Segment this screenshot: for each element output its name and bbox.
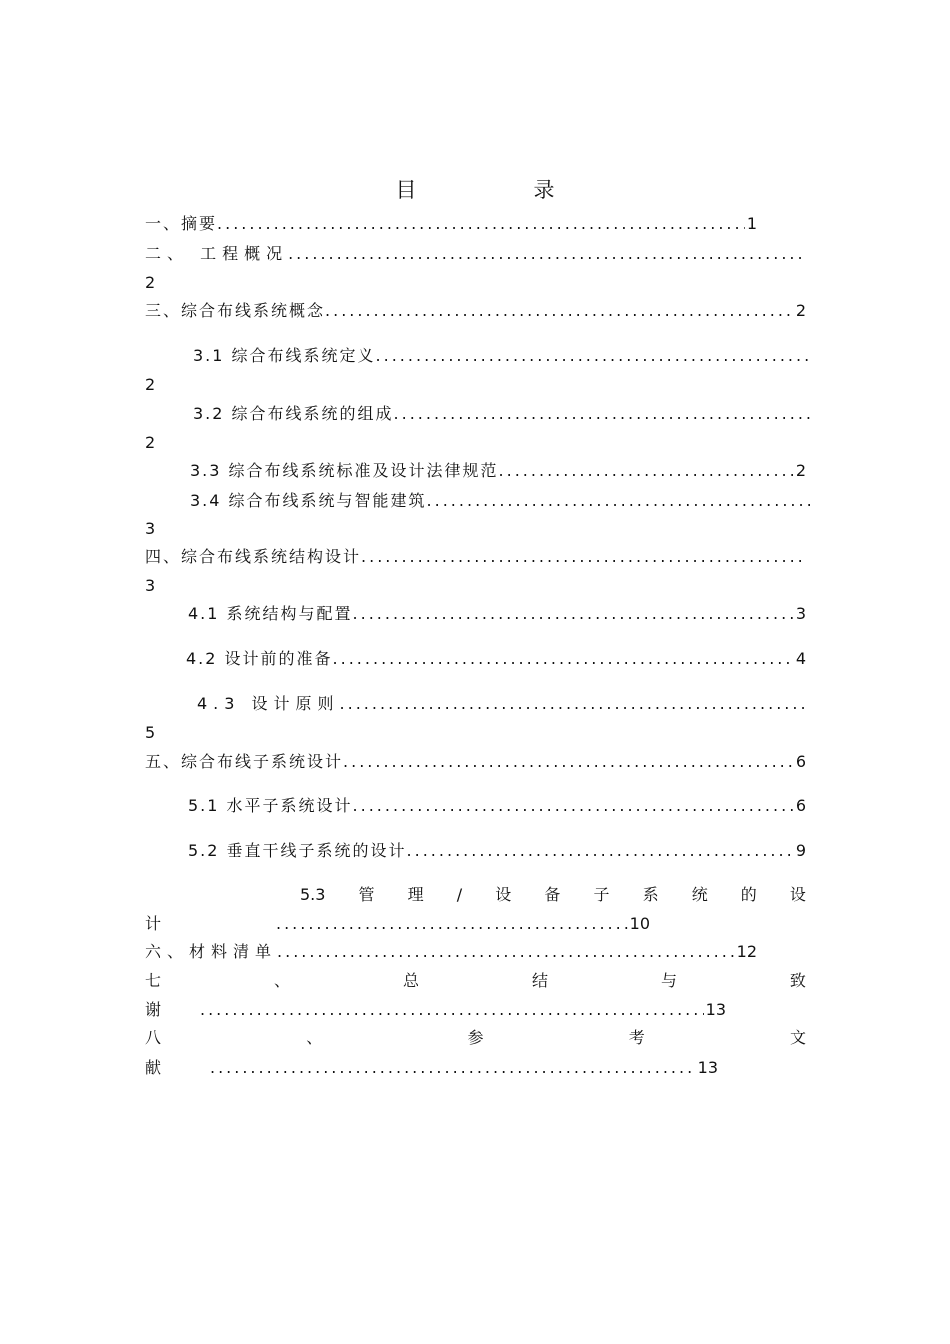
toc-entry-4-3[interactable] (197, 692, 806, 716)
toc-entry-overview[interactable] (145, 242, 806, 266)
toc-entry-label: 5.1 水平子系统设计 (188, 796, 353, 815)
toc-entry-label-part: 统 (691, 885, 708, 904)
dot-leader (343, 750, 794, 774)
toc-entry-label: 四、综合布线系统结构设计 (145, 547, 362, 566)
toc-entry-page: 5 (145, 723, 156, 742)
toc-entry-concept[interactable] (145, 299, 806, 323)
toc-entry-label-part: 管 (358, 885, 375, 904)
toc-entry-page: 6 (795, 796, 806, 815)
toc-entry-page: 3 (145, 576, 156, 595)
toc-entry-label: 3.1 综合布线系统定义 (193, 346, 376, 365)
toc-entry-label-part: 与 (660, 971, 677, 990)
dot-leader (200, 998, 704, 1022)
toc-entry-label: 3.4 综合布线系统与智能建筑 (190, 491, 427, 510)
toc-entry-label: 4.1 系统结构与配置 (188, 604, 353, 623)
toc-entry-subsystems[interactable] (145, 750, 806, 774)
toc-entry-label: 4.3 设计原则 (197, 694, 340, 713)
dot-leader (361, 545, 806, 569)
toc-entry-label: 5.2 垂直干线子系统的设计 (188, 841, 407, 860)
toc-entry-label-part: 的 (740, 885, 757, 904)
dot-leader (333, 647, 794, 671)
toc-entry-4-1[interactable] (188, 602, 806, 626)
toc-title: 目 录 (395, 178, 603, 202)
toc-entry-label: 五、综合布线子系统设计 (145, 752, 344, 771)
toc-entry-label-part: 5.3 (300, 885, 326, 904)
toc-entry-page: 3 (145, 519, 156, 538)
toc-entry-summary-leader (200, 998, 726, 1022)
toc-entry-label: 3.2 综合布线系统的组成 (193, 404, 394, 423)
dot-leader (407, 839, 794, 863)
toc-entry-label: 三、综合布线系统概念 (145, 301, 326, 320)
toc-entry-label-part: 参 (467, 1028, 484, 1047)
toc-entry-page: 6 (795, 752, 806, 771)
toc-entry-label-part: 致 (789, 971, 806, 990)
toc-entry-page: 12 (736, 942, 757, 961)
toc-entry-label: 一、摘要 (145, 214, 218, 233)
toc-entry-page: 9 (795, 841, 806, 860)
toc-entry-label-part: 设 (789, 885, 806, 904)
toc-entry-3-1[interactable] (193, 344, 811, 368)
dot-leader (499, 459, 794, 483)
toc-entry-3-2[interactable] (193, 402, 811, 426)
dot-leader (217, 212, 745, 236)
toc-entry-label: 六、材料清单 (145, 942, 278, 961)
toc-entry-page: 2 (145, 273, 156, 292)
toc-entry-label-part: 系 (642, 885, 659, 904)
toc-entry-label-part: 考 (628, 1028, 645, 1047)
toc-entry-label-part: 结 (531, 971, 548, 990)
dot-leader (277, 940, 735, 964)
toc-entry-3-4[interactable] (190, 489, 811, 513)
dot-leader (376, 344, 811, 368)
toc-entry-label-part: 、 (273, 971, 290, 990)
toc-entry-summary[interactable] (145, 969, 806, 993)
toc-entry-page: 10 (629, 914, 650, 933)
dot-leader (288, 242, 806, 266)
toc-entry-label-part: / (456, 885, 463, 904)
toc-entry-page: 2 (795, 301, 806, 320)
dot-leader (353, 794, 794, 818)
toc-entry-label-part: 备 (544, 885, 561, 904)
toc-entry-page: 13 (705, 1000, 726, 1019)
toc-entry-5-2[interactable] (188, 839, 806, 863)
toc-entry-label-part: 文 (789, 1028, 806, 1047)
toc-entry-page: 3 (795, 604, 806, 623)
toc-entry-3-3[interactable] (190, 459, 806, 483)
toc-entry-4-2[interactable] (186, 647, 806, 671)
dot-leader (394, 402, 811, 426)
toc-entry-references[interactable] (145, 1026, 806, 1050)
toc-entry-abstract[interactable] (145, 212, 757, 236)
dot-leader (340, 692, 806, 716)
dot-leader (353, 602, 794, 626)
toc-entry-label-cont: 计 (145, 914, 162, 933)
toc-entry-materials[interactable] (145, 940, 757, 964)
toc-entry-label-part: 总 (402, 971, 419, 990)
toc-entry-label: 二、 工程概况 (145, 244, 289, 263)
toc-entry-label: 3.3 综合布线系统标准及设计法律规范 (190, 461, 499, 480)
toc-entry-label: 4.2 设计前的准备 (186, 649, 333, 668)
toc-entry-page: 2 (145, 433, 156, 452)
dot-leader (427, 489, 811, 513)
toc-entry-label-part: 、 (306, 1028, 323, 1047)
dot-leader (210, 1056, 696, 1080)
toc-entry-page: 2 (145, 375, 156, 394)
toc-entry-page: 13 (697, 1058, 718, 1077)
dot-leader (325, 299, 794, 323)
toc-entry-structure[interactable] (145, 545, 806, 569)
toc-entry-label-part: 子 (593, 885, 610, 904)
toc-entry-label-cont: 献 (145, 1058, 162, 1077)
toc-entry-page: 4 (795, 649, 806, 668)
toc-entry-references-leader (210, 1056, 718, 1080)
dot-leader (276, 912, 628, 936)
toc-entry-label-cont: 谢 (145, 1000, 162, 1019)
toc-entry-5-3-leader (276, 912, 650, 936)
toc-entry-5-1[interactable] (188, 794, 806, 818)
toc-entry-label-part: 七 (145, 971, 162, 990)
toc-entry-label-part: 理 (407, 885, 424, 904)
toc-entry-page: 1 (746, 214, 757, 233)
toc-entry-5-3[interactable] (300, 883, 806, 907)
toc-entry-label-part: 设 (495, 885, 512, 904)
toc-entry-label-part: 八 (145, 1028, 162, 1047)
toc-entry-page: 2 (795, 461, 806, 480)
